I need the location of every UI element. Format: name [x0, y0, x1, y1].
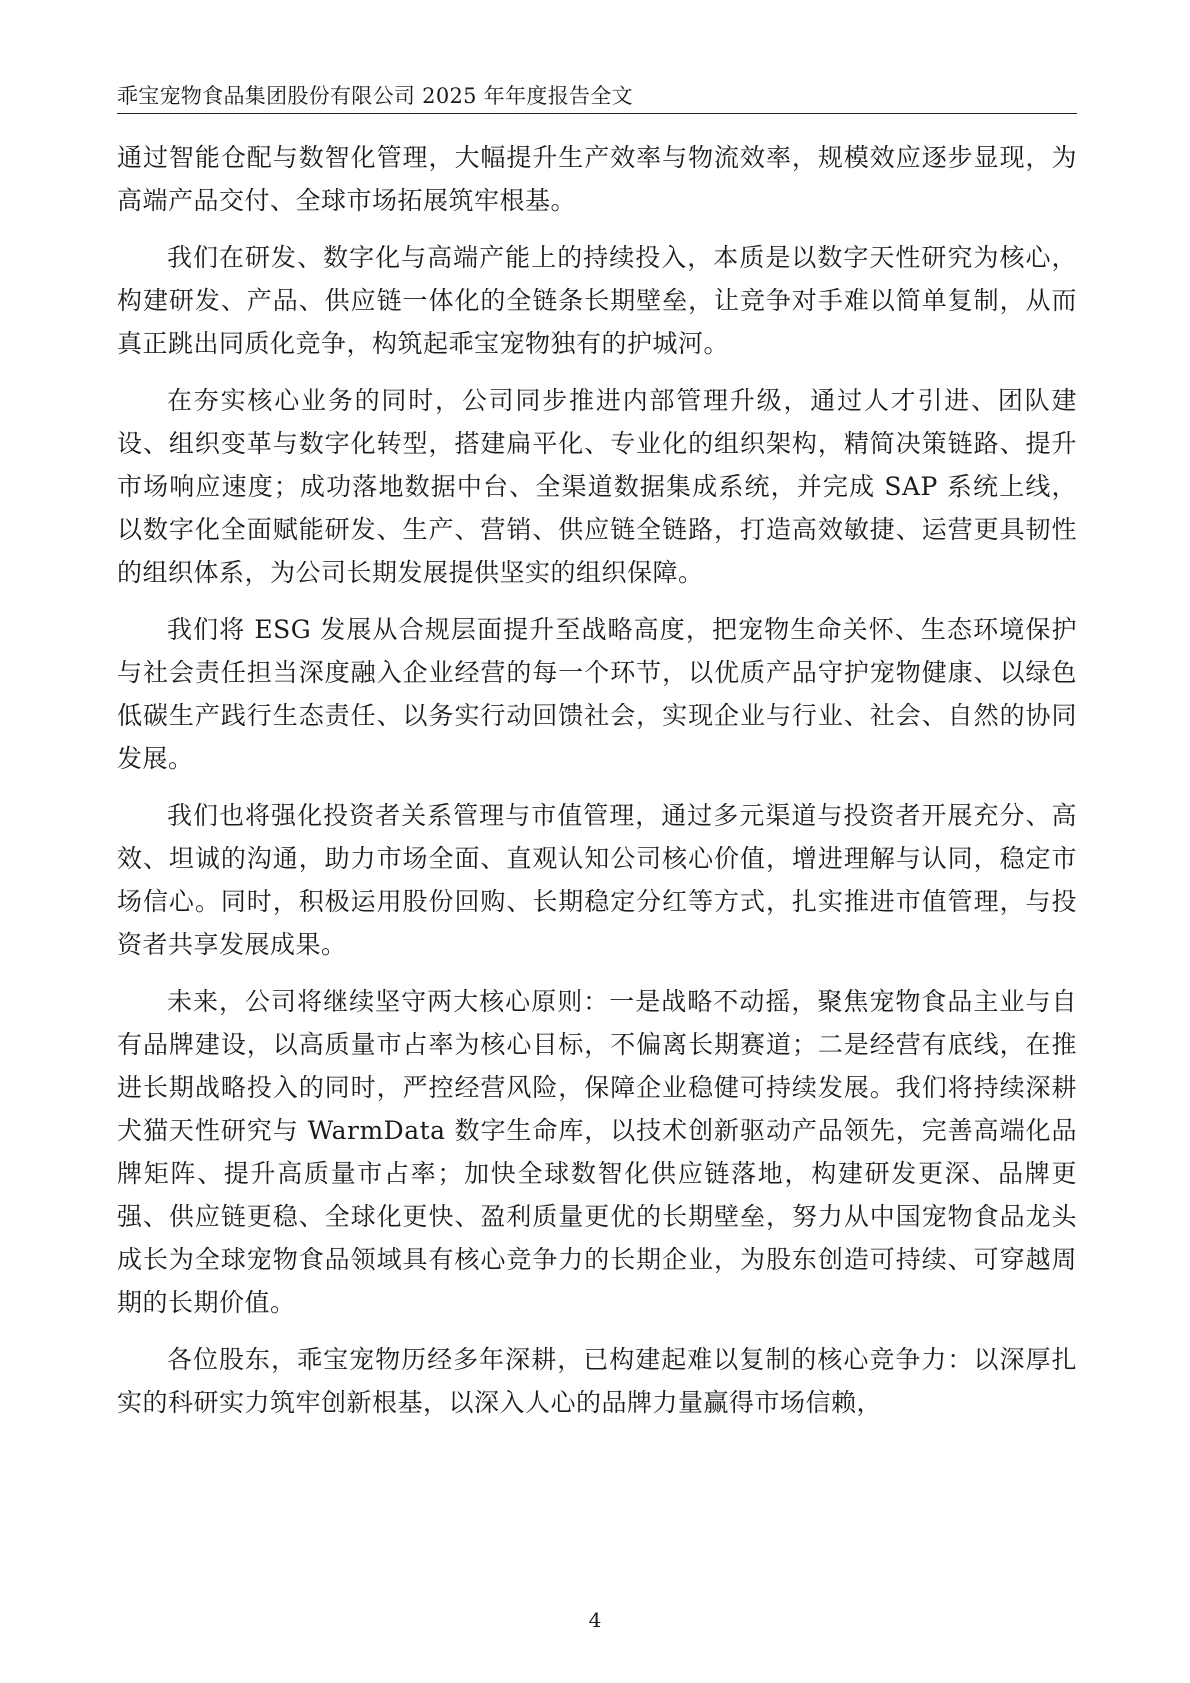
paragraph-management-upgrade: 在夯实核心业务的同时，公司同步推进内部管理升级，通过人才引进、团队建设、组织变革与数字化转型，搭建扁平化、专业化的组织架构，精简决策链路、提升市场响应速度；成功落地数据中台、全渠道数据集成系统，并完成 SAP 系统上线，以数字化全面赋能研发、生产、营销、供应链全链路，打造高效敏捷、运营更具韧性的组织体系，为公司长期发展提供坚实的组织保障。 [117, 386, 1077, 587]
page-header [117, 74, 1077, 114]
page-number: 4 [588, 1608, 602, 1632]
paragraph-investor-relations: 我们也将强化投资者关系管理与市值管理，通过多元渠道与投资者开展充分、高效、坦诚的沟通，助力市场全面、直观认知公司核心价值，增进理解与认同，稳定市场信心。同时，积极运用股份回购、长期稳定分红等方式，扎实推进市值管理，与投资者共享发展成果。 [117, 801, 1077, 959]
paragraph-future-outlook: 未来，公司将继续坚守两大核心原则：一是战略不动摇，聚焦宠物食品主业与自有品牌建设，以高质量市占率为核心目标，不偏离长期赛道；二是经营有底线，在推进长期战略投入的同时，严控经营风险，保障企业稳健可持续发展。我们将持续深耕犬猫天性研究与 WarmData 数字生命库，以技术创新驱动产品领先，完善高端化品牌矩阵、提升高质量市占率；加快全球数智化供应链落地，构建研发更深、品牌更强、供应链更稳、全球化更快、盈利质量更优的长期壁垒，努力从中国宠物食品龙头成长为全球宠物食品领域具有核心竞争力的长期企业，为股东创造可持续、可穿越周期的长期价值。 [117, 987, 1077, 1317]
paragraph-continuation: 通过智能仓配与数智化管理，大幅提升生产效率与物流效率，规模效应逐步显现，为高端产品交付、全球市场拓展筑牢根基。 [117, 143, 1077, 215]
paragraph-shareholders: 各位股东，乖宝宠物历经多年深耕，已构建起难以复制的核心竞争力：以深厚扎实的科研实力筑牢创新根基，以深入人心的品牌力量赢得市场信赖， [117, 1345, 1077, 1417]
report-body [117, 136, 1077, 1438]
paragraph-esg: 我们将 ESG 发展从合规层面提升至战略高度，把宠物生命关怀、生态环境保护与社会责任担当深度融入企业经营的每一个环节，以优质产品守护宠物健康、以绿色低碳生产践行生态责任、以务实行动回馈社会，实现企业与行业、社会、自然的协同发展。 [117, 615, 1077, 773]
header-title: 乖宝宠物食品集团股份有限公司 2025 年年度报告全文 [117, 84, 633, 108]
paragraph-rd-investment: 我们在研发、数字化与高端产能上的持续投入，本质是以数字天性研究为核心，构建研发、产品、供应链一体化的全链条长期壁垒，让竞争对手难以简单复制，从而真正跳出同质化竞争，构筑起乖宝宠物独有的护城河。 [117, 243, 1077, 358]
